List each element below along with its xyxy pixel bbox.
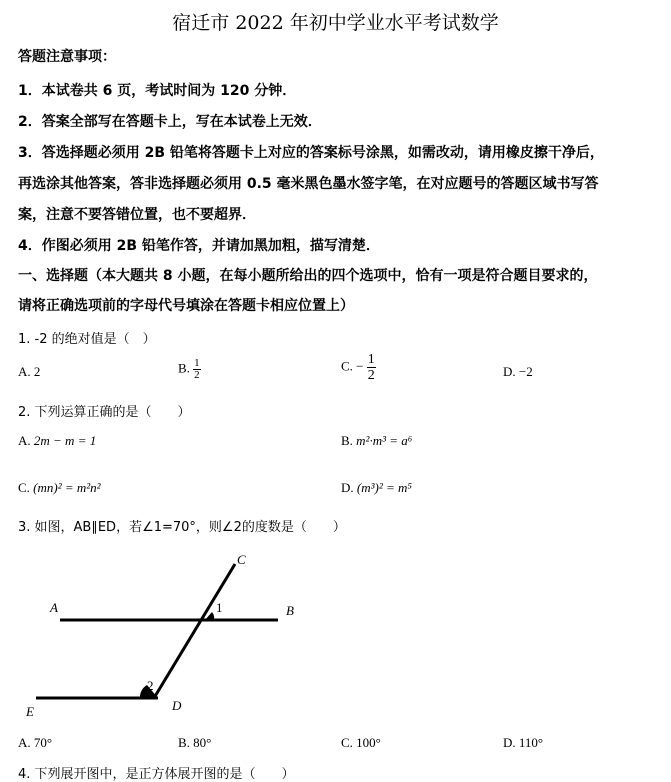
q2-option-a — [18, 433, 96, 449]
question-4-stem: 4. 下列展开图中，是正方体展开图的是（ ） — [18, 767, 295, 782]
q3-geometry-figure — [0, 540, 330, 725]
q1-option-c-label: C. — [341, 358, 353, 374]
q2-option-d — [341, 480, 412, 496]
q2-option-b — [341, 433, 412, 449]
q2-option-a-expr: 2m − m = 1 — [33, 433, 97, 448]
question-2-stem: 2. 下列运算正确的是（ ） — [18, 405, 191, 420]
notes-heading: 答题注意事项： — [18, 49, 116, 65]
q1-c-numerator: 1 — [367, 352, 375, 367]
q2-option-c-expr: (mn)² = m²n² — [33, 480, 101, 495]
label-angle-1: 1 — [216, 600, 223, 615]
label-d: D — [172, 698, 182, 713]
label-angle-2: 2 — [147, 678, 154, 693]
q2-option-d-label: D. — [341, 480, 354, 495]
q1-b-numerator: 1 — [194, 357, 200, 369]
q3-option-b: B. 80° — [178, 735, 212, 750]
label-e: E — [26, 704, 34, 719]
note-4: 4．作图必须用 2B 铅笔作答，并请加黑加粗，描写清楚． — [18, 238, 380, 254]
question-3-stem: 3. 如图，AB∥ED，若∠1=70°，则∠2的度数是（ ） — [18, 520, 346, 535]
label-b: B — [286, 603, 294, 618]
q2-option-c — [18, 480, 101, 496]
q1-option-b-label: B. — [178, 360, 190, 376]
q1-option-a: A. 2 — [18, 364, 41, 379]
q1-option-b — [178, 358, 201, 381]
question-1-stem: 1. -2 的绝对值是（ ） — [18, 332, 156, 347]
q1-b-denominator: 2 — [194, 369, 200, 381]
q1-option-b-fraction — [193, 358, 201, 381]
note-3-line2: 再选涂其他答案，答非选择题必须用 0.5 毫米黑色墨水签字笔，在对应题号的答题区域书写答 — [18, 176, 599, 192]
line-dc — [154, 564, 235, 698]
q2-option-a-label: A. — [18, 433, 31, 448]
section-heading-line1: 一、选择题（本大题共 8 小题，在每小题所给出的四个选项中，恰有一项是符合题目要求的， — [18, 268, 598, 284]
q1-c-denominator: 2 — [367, 368, 375, 383]
q2-option-d-expr: (m³)² = m⁵ — [356, 480, 412, 495]
q2-option-c-label: C. — [18, 480, 30, 495]
q1-option-c-fraction — [367, 352, 376, 383]
section-heading-line2: 请将正确选项前的字母代号填涂在答题卡相应位置上） — [18, 298, 354, 314]
q3-option-a: A. 70° — [18, 735, 53, 750]
q1-option-c-sign: − — [356, 358, 364, 374]
exam-title: 宿迁市 2022 年初中学业水平考试数学 — [172, 12, 499, 34]
label-a: A — [50, 600, 58, 615]
note-2: 2．答案全部写在答题卡上，写在本试卷上无效． — [18, 114, 322, 130]
q1-option-d: D. −2 — [503, 364, 533, 379]
label-c: C — [237, 552, 246, 567]
note-1: 1．本试卷共 6 页，考试时间为 120 分钟． — [18, 83, 297, 99]
note-3-line3: 案，注意不要答错位置，也不要超界． — [18, 207, 256, 223]
q2-option-b-label: B. — [341, 433, 353, 448]
note-3-line1: 3．答选择题必须用 2B 铅笔将答题卡上对应的答案标号涂黑，如需改动，请用橡皮擦干净后， — [18, 145, 604, 161]
q2-option-b-expr: m²·m³ = a⁶ — [356, 433, 413, 448]
q3-option-c: C. 100° — [341, 735, 381, 750]
q3-option-d: D. 110° — [503, 735, 544, 750]
q1-option-c — [341, 352, 376, 383]
